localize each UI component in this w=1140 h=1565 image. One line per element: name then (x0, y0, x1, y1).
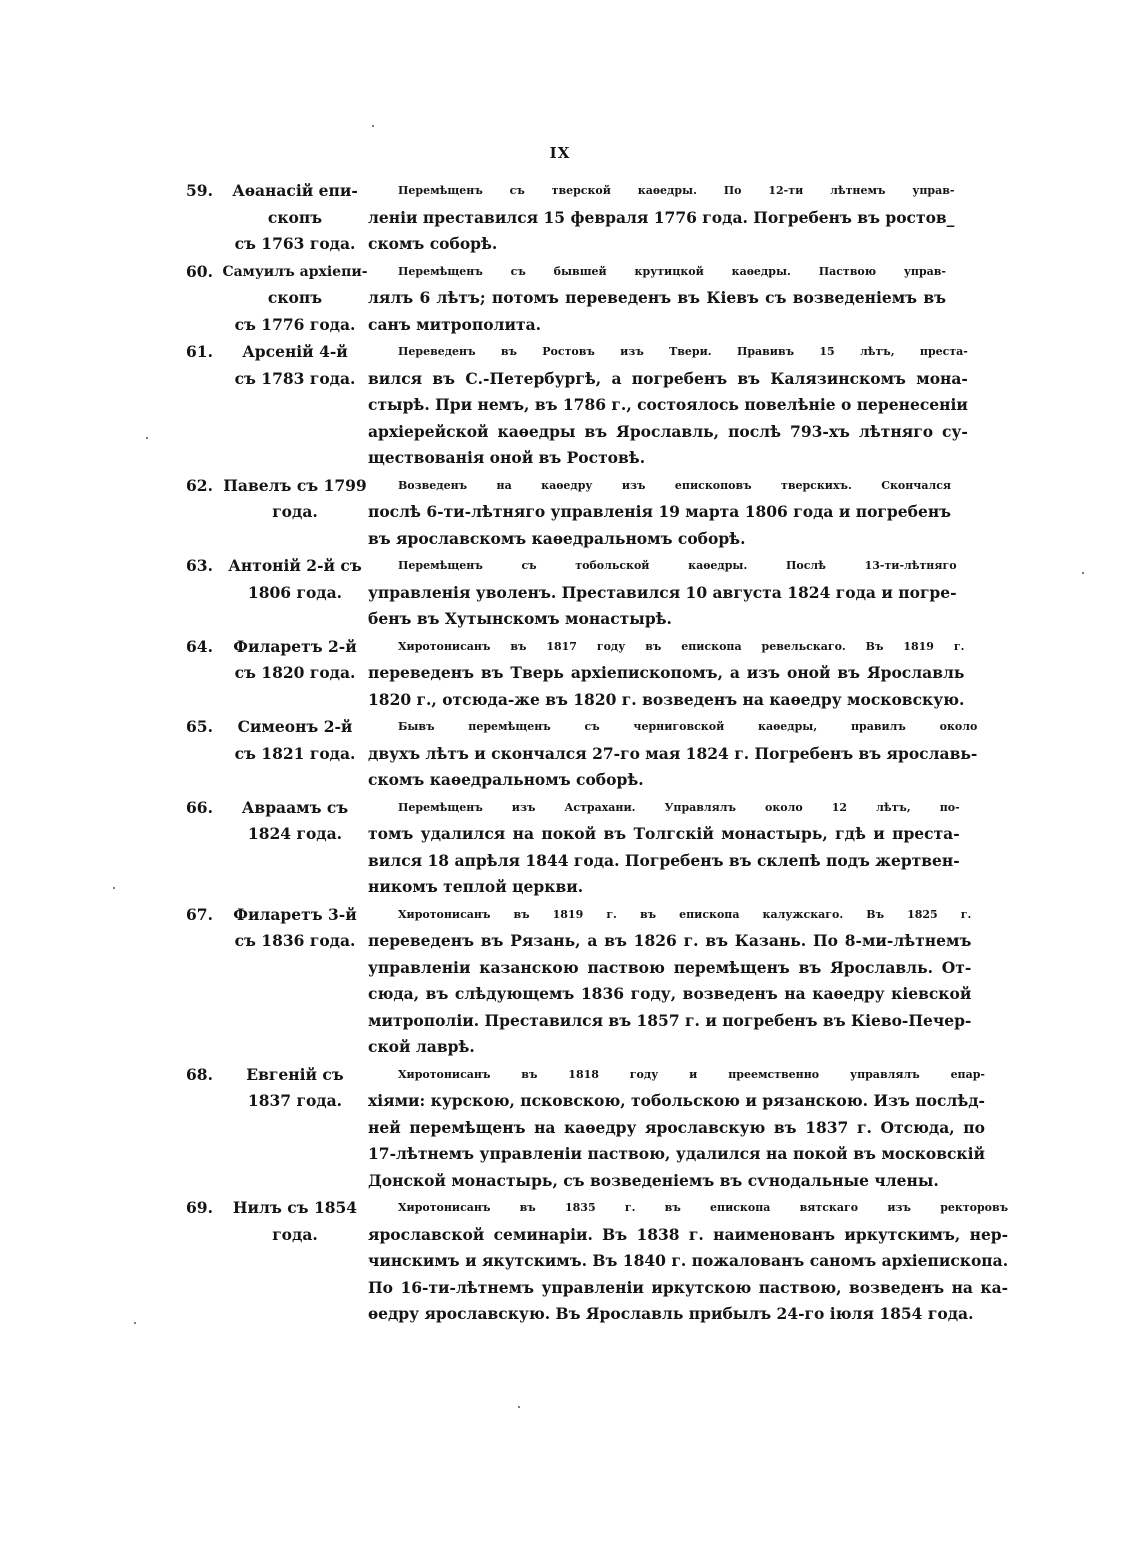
bishop-name-line: съ 1783 года. (234, 368, 356, 388)
bishop-name-line: Симеонъ 2-й (237, 717, 353, 736)
bishop-biography (368, 714, 977, 794)
biography-line: Перемѣщенъ изъ Астрахани. Управлялъ около 12 лѣтъ, по- (398, 800, 960, 814)
bishop-name-line: года. (272, 1224, 318, 1244)
entry-number: 68. (186, 1064, 213, 1084)
biography-line: митрополіи. Преставился въ 1857 г. и погребенъ въ Кіево-Печер- (368, 1010, 972, 1030)
bishop-biography (368, 178, 954, 258)
bishop-name-line: Филаретъ 3-й (233, 904, 357, 924)
bishop-name-line: Филаретъ 2-й (233, 636, 357, 656)
bishop-name-line: Самуилъ архіепи- (222, 263, 368, 280)
bishop-entry (186, 178, 955, 258)
biography-line: Перемѣщенъ съ тобольской каѳедры. Послѣ 13-ти-лѣтняго (398, 559, 957, 572)
biography-line: управленія уволенъ. Преставился 10 августа 1824 года и погре- (368, 582, 957, 602)
bishop-name-line: 1824 года. (247, 824, 343, 843)
bishop-name-line: съ 1836 года. (234, 931, 356, 950)
bishop-biography (368, 473, 951, 553)
biography-line: переведенъ въ Рязань, а въ 1826 г. въ Казань. По 8-ми-лѣтнемъ (368, 931, 972, 950)
bishop-entry (186, 1195, 1009, 1328)
bishop-name (222, 634, 368, 687)
biography-line: санъ митрополита. (368, 314, 542, 334)
entry-number: 65. (186, 717, 213, 736)
entry-number: 60. (186, 261, 213, 281)
bishop-biography (368, 902, 971, 1061)
bishop-name (222, 714, 368, 767)
biography-line: ществованія оной въ Ростовѣ. (368, 448, 646, 467)
bishops-list (186, 178, 1009, 1329)
bishop-name (222, 339, 368, 392)
page-number: IX (549, 144, 571, 162)
biography-line: Бывъ перемѣщенъ съ черниговской каѳедры, правилъ около (398, 720, 978, 733)
biography-line: архіерейской каѳедры въ Ярославль, послѣ 793-хъ лѣтняго су- (368, 421, 968, 441)
biography-line: бенъ въ Хутынскомъ монастырѣ. (368, 609, 672, 628)
bishop-entry (186, 902, 972, 1061)
bishop-entry (186, 714, 978, 794)
biography-line: въ ярославскомъ каѳедральномъ соборѣ. (368, 528, 746, 548)
bishop-name-line: Евгеній съ (246, 1064, 344, 1084)
bishop-biography (368, 339, 968, 472)
bishop-name (222, 1062, 368, 1115)
bishop-biography (368, 634, 964, 714)
entry-number: 66. (186, 797, 213, 817)
bishop-entry (186, 795, 960, 901)
biography-line: управленіи казанскою паствою перемѣщенъ въ Ярославль. От- (368, 957, 972, 977)
bishop-name (222, 178, 368, 258)
bishop-biography (368, 259, 946, 339)
biography-line: двухъ лѣтъ и скончался 27-го мая 1824 г. Погребенъ въ ярославь- (368, 743, 978, 763)
bishop-entry (186, 634, 965, 714)
biography-line: По 16-ти-лѣтнемъ управленіи иркутскою паствою, возведенъ на ка- (368, 1277, 1009, 1297)
biography-line: 1820 г., отсюда-же въ 1820 г. возведенъ на каѳедру московскую. (368, 689, 965, 709)
bishop-entry (186, 339, 968, 472)
bishop-biography (368, 1062, 985, 1195)
scan-speck (518, 1406, 520, 1408)
biography-line: ней перемѣщенъ на каѳедру ярославскую въ 1837 г. Отсюда, по (368, 1117, 985, 1137)
bishop-entry (186, 473, 952, 553)
bishop-entry (186, 259, 946, 339)
bishop-name-line: съ 1820 года. (234, 663, 356, 682)
bishop-name (222, 795, 368, 848)
biography-line: Хиротонисанъ въ 1819 г. въ епископа калужскаго. Въ 1825 г. (398, 907, 972, 921)
scan-speck (1082, 572, 1084, 574)
biography-line: 17-лѣтнемъ управленіи паствою, удалился на покой въ московскій (368, 1144, 985, 1163)
bishop-name (222, 902, 368, 955)
entry-number: 64. (186, 636, 213, 656)
bishop-name (222, 473, 368, 526)
biography-line: хіями: курскою, псковскою, тобольскою и рязанскою. Изъ послѣд- (368, 1091, 985, 1110)
bishop-name-line: съ 1821 года. (234, 743, 356, 763)
bishop-name-line: Авраамъ съ (241, 797, 349, 817)
entry-number: 69. (186, 1198, 213, 1217)
biography-line: переведенъ въ Тверь архіепископомъ, а изъ оной въ Ярославль (368, 663, 965, 682)
biography-line: сюда, въ слѣдующемъ 1836 году, возведенъ на каѳедру кіевской (368, 984, 972, 1003)
bishop-name-line: 1806 года. (247, 582, 343, 602)
bishop-name-line: Арсеній 4-й (242, 342, 348, 361)
bishop-name (222, 1195, 368, 1248)
biography-line: Перемѣщенъ съ бывшей крутицкой каѳедры. Паствою управ- (398, 264, 946, 278)
entry-number: 61. (186, 342, 213, 361)
biography-line: ярославской семинаріи. Въ 1838 г. наименованъ иркутскимъ, нер- (368, 1224, 1009, 1244)
biography-line: послѣ 6-ти-лѣтняго управленія 19 марта 1806 года и погребенъ (368, 502, 952, 521)
bishop-name-line: скопъ (267, 207, 323, 227)
bishop-entry (186, 1062, 985, 1195)
bishop-name-line: скопъ (267, 288, 323, 307)
biography-line: никомъ теплой церкви. (368, 877, 584, 896)
bishop-name-line: Нилъ съ 1854 (232, 1198, 358, 1217)
scan-speck (113, 887, 115, 889)
bishop-name-line: Аѳанасій епи- (232, 181, 358, 200)
bishop-biography (368, 553, 957, 633)
biography-line: чинскимъ и якутскимъ. Въ 1840 г. пожалованъ саномъ архіепископа. (368, 1251, 1009, 1270)
entry-number: 62. (186, 475, 213, 495)
bishop-name-line: Павелъ съ 1799 (223, 475, 367, 495)
bishop-biography (368, 795, 960, 901)
biography-line: вился въ С.-Петербургѣ, а погребенъ въ Калязинскомъ мона- (368, 368, 968, 388)
scan-speck (146, 437, 148, 439)
entry-number: 67. (186, 904, 213, 924)
entry-number: 59. (186, 181, 213, 200)
biography-line: вился 18 апрѣля 1844 года. Погребенъ въ склепѣ подъ жертвен- (368, 850, 960, 870)
bishop-name-line: Антоній 2-й съ (228, 556, 362, 575)
bishop-name-line: съ 1763 года. (234, 234, 356, 253)
scan-speck (372, 125, 374, 127)
biography-line: лялъ 6 лѣтъ; потомъ переведенъ въ Кіевъ съ возведеніемъ въ (368, 288, 946, 307)
biography-line: скомъ соборѣ. (368, 234, 498, 253)
biography-line: ѳедру ярославскую. Въ Ярославль прибылъ 24-го іюля 1854 года. (368, 1304, 974, 1323)
biography-line: Перемѣщенъ съ тверской каѳедры. По 12-ти лѣтнемъ управ- (398, 184, 955, 197)
biography-line: ской лаврѣ. (368, 1037, 475, 1056)
bishop-biography (368, 1195, 1008, 1328)
biography-line: леніи преставился 15 февраля 1776 года. Погребенъ въ ростов_ (368, 207, 955, 227)
scan-speck (134, 1322, 136, 1324)
biography-line: Возведенъ на каѳедру изъ епископовъ тверскихъ. Скончался (398, 478, 952, 492)
bishop-name-line: года. (272, 502, 318, 521)
biography-line: томъ удалился на покой въ Толгскій монастырь, гдѣ и преста- (368, 824, 960, 843)
bishop-name-line: 1837 года. (247, 1091, 343, 1110)
biography-line: Донской монастырь, съ возведеніемъ въ сѵнодальные члены. (368, 1170, 939, 1190)
biography-line: Переведенъ въ Ростовъ изъ Твери. Правивъ 15 лѣтъ, преста- (398, 345, 968, 358)
bishop-name (222, 259, 368, 339)
biography-line: Хиротонисанъ въ 1818 году и преемственно управлялъ епар- (398, 1067, 985, 1081)
biography-line: стырѣ. При немъ, въ 1786 г., состоялось повелѣніе о перенесеніи (368, 395, 968, 414)
biography-line: скомъ каѳедральномъ соборѣ. (368, 770, 644, 789)
biography-line: Хиротонисанъ въ 1817 году въ епископа ревельскаго. Въ 1819 г. (398, 639, 965, 653)
bishop-name (222, 553, 368, 606)
bishop-entry (186, 553, 957, 633)
biography-line: Хиротонисанъ въ 1835 г. въ епископа вятскаго изъ ректоровъ (398, 1201, 1009, 1214)
entry-number: 63. (186, 556, 213, 575)
bishop-name-line: съ 1776 года. (234, 314, 356, 334)
